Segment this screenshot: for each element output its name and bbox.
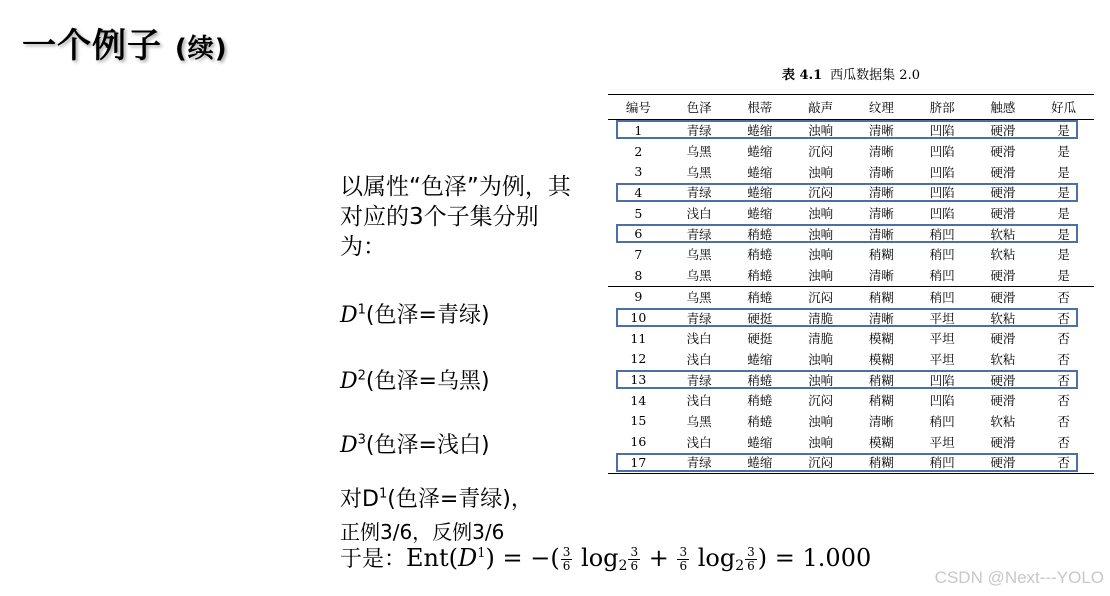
table-cell: 3 bbox=[634, 164, 643, 180]
table-cell: 否 bbox=[1057, 434, 1070, 450]
row-highlight-box bbox=[616, 453, 1078, 472]
frac-den: 6 bbox=[679, 559, 688, 573]
formula-math bbox=[406, 544, 871, 572]
table-cell: 否 bbox=[1033, 452, 1094, 473]
table-cell: 硬滑 bbox=[973, 452, 1034, 473]
table-cell: 硬滑 bbox=[990, 268, 1016, 284]
table-cell: 否 bbox=[1057, 351, 1070, 367]
formula-ent: Ent( bbox=[406, 544, 458, 572]
table-header-cell: 色泽 bbox=[669, 95, 730, 120]
table-cell: 蜷缩 bbox=[747, 351, 773, 367]
table-cell: 硬滑 bbox=[990, 185, 1016, 201]
table-cell: 稍糊 bbox=[868, 247, 894, 263]
table-cell: 青绿 bbox=[686, 372, 712, 388]
table-cell: 是 bbox=[1057, 123, 1070, 139]
table-cell: 清晰 bbox=[868, 310, 894, 326]
table-cell: 浅白 bbox=[686, 351, 712, 367]
subset-symbol: D bbox=[340, 433, 358, 458]
fraction bbox=[628, 546, 640, 573]
table-cell: 清晰 bbox=[868, 164, 894, 180]
table-cell: 稍糊 bbox=[868, 393, 894, 409]
table-cell: 清晰 bbox=[868, 413, 894, 429]
log-base: 2 bbox=[618, 558, 628, 574]
caption-text: 西瓜数据集 2.0 bbox=[830, 68, 920, 83]
fraction bbox=[745, 546, 757, 573]
table-header-cell: 编号 bbox=[608, 95, 669, 120]
table-cell: 浅白 bbox=[686, 434, 712, 450]
table-cell: 青绿 bbox=[669, 452, 730, 473]
subset-sup: 3 bbox=[357, 432, 366, 448]
table-header-cell: 脐部 bbox=[912, 95, 973, 120]
table-cell: 沉闷 bbox=[808, 144, 834, 160]
conclusion-prefix: 对D bbox=[340, 487, 379, 512]
table-cell: 凹陷 bbox=[929, 206, 955, 222]
table-cell: 蜷缩 bbox=[747, 164, 773, 180]
table-cell: 稍蜷 bbox=[747, 393, 773, 409]
table-cell: 模糊 bbox=[868, 434, 894, 450]
formula-d: D bbox=[458, 544, 478, 572]
table-header-cell: 好瓜 bbox=[1033, 95, 1094, 120]
table-cell: 平坦 bbox=[929, 351, 955, 367]
table-cell: 软粘 bbox=[990, 351, 1016, 367]
table-cell: 7 bbox=[634, 246, 643, 262]
table-header-cell: 根蒂 bbox=[730, 95, 791, 120]
table-row bbox=[608, 431, 1094, 452]
table-cell: 乌黑 bbox=[686, 268, 712, 284]
table-header-cell: 敲声 bbox=[790, 95, 851, 120]
table-cell: 16 bbox=[630, 434, 647, 450]
table-cell: 12 bbox=[630, 351, 647, 367]
table-cell: 是 bbox=[1057, 206, 1070, 222]
table-cell: 稍糊 bbox=[851, 452, 912, 473]
table-cell: 否 bbox=[1057, 331, 1070, 347]
table-cell: 是 bbox=[1057, 226, 1070, 242]
table-cell: 浊响 bbox=[808, 351, 834, 367]
formula-log: log bbox=[697, 544, 736, 572]
table-cell: 凹陷 bbox=[929, 372, 955, 388]
table-cell: 蜷缩 bbox=[747, 185, 773, 201]
table-cell: 稍糊 bbox=[851, 286, 912, 307]
caption-label: 表 4.1 bbox=[782, 68, 823, 83]
table-cell: 是 bbox=[1057, 144, 1070, 160]
table-cell: 15 bbox=[630, 413, 647, 429]
table-cell: 稍蜷 bbox=[747, 268, 773, 284]
table-cell: 稍凹 bbox=[929, 247, 955, 263]
table-cell: 凹陷 bbox=[929, 185, 955, 201]
table-cell: 浊响 bbox=[808, 226, 834, 242]
table-cell: 浊响 bbox=[808, 413, 834, 429]
title-main: 一个例子 bbox=[22, 26, 162, 66]
table-cell: 沉闷 bbox=[790, 286, 851, 307]
formula-log: log bbox=[581, 544, 619, 572]
table-header-cell: 纹理 bbox=[851, 95, 912, 120]
formula-mid: ) = −( bbox=[485, 544, 560, 572]
table-cell: 乌黑 bbox=[686, 144, 712, 160]
watermelon-dataset-table bbox=[608, 94, 1094, 474]
table-cell: 10 bbox=[630, 310, 647, 326]
table-cell: 蜷缩 bbox=[747, 434, 773, 450]
table-cell: 青绿 bbox=[686, 226, 712, 242]
table-cell: 蜷缩 bbox=[747, 144, 773, 160]
formula-sup: 1 bbox=[477, 546, 486, 561]
table-cell: 是 bbox=[1057, 247, 1070, 263]
table-cell: 清晰 bbox=[868, 144, 894, 160]
frac-den: 6 bbox=[630, 559, 639, 573]
table-row bbox=[608, 265, 1094, 286]
table-header-cell: 触感 bbox=[973, 95, 1034, 120]
frac-num: 3 bbox=[679, 545, 688, 559]
fraction bbox=[561, 546, 573, 573]
table-cell: 软粘 bbox=[990, 247, 1016, 263]
table-cell: 清脆 bbox=[808, 331, 834, 347]
table-cell: 浊响 bbox=[808, 123, 834, 139]
watermark: CSDN @Next---YOLO bbox=[934, 568, 1104, 587]
table-cell: 凹陷 bbox=[929, 164, 955, 180]
table-cell: 5 bbox=[634, 205, 643, 221]
table-cell: 模糊 bbox=[868, 351, 894, 367]
table-cell: 稍蜷 bbox=[730, 286, 791, 307]
subset-text: (色泽=乌黑) bbox=[365, 369, 490, 394]
row-highlight-box bbox=[616, 224, 1078, 243]
table-row bbox=[608, 411, 1094, 432]
table-row bbox=[608, 349, 1094, 370]
table-cell: 浅白 bbox=[686, 393, 712, 409]
table-cell: 否 bbox=[1033, 286, 1094, 307]
table-caption bbox=[608, 64, 1094, 83]
row-highlight-box bbox=[616, 183, 1078, 202]
conclusion-sup: 1 bbox=[378, 486, 388, 502]
table-cell: 清晰 bbox=[868, 185, 894, 201]
table-cell: 稍糊 bbox=[868, 372, 894, 388]
table-cell: 硬滑 bbox=[990, 144, 1016, 160]
table-cell: 稍蜷 bbox=[747, 372, 773, 388]
table-cell: 浊响 bbox=[808, 247, 834, 263]
table-cell: 11 bbox=[630, 330, 647, 346]
table-cell: 浊响 bbox=[808, 268, 834, 284]
table-cell: 稍蜷 bbox=[747, 247, 773, 263]
table-cell: 硬滑 bbox=[990, 206, 1016, 222]
table-cell: 清晰 bbox=[868, 268, 894, 284]
table-row bbox=[608, 141, 1094, 162]
table-cell: 1 bbox=[634, 122, 643, 138]
table-cell: 清脆 bbox=[808, 310, 834, 326]
table-cell: 硬滑 bbox=[990, 331, 1016, 347]
conclusion-line bbox=[340, 482, 533, 513]
table-cell: 浊响 bbox=[808, 164, 834, 180]
table-cell: 稍凹 bbox=[912, 452, 973, 473]
table-cell: 否 bbox=[1057, 413, 1070, 429]
subset-symbol: D bbox=[340, 303, 358, 328]
frac-num: 3 bbox=[562, 545, 571, 559]
table-cell: 13 bbox=[630, 372, 647, 388]
table-cell: 蜷缩 bbox=[747, 123, 773, 139]
fraction bbox=[677, 546, 689, 573]
table-row bbox=[608, 390, 1094, 411]
table-cell: 2 bbox=[634, 143, 643, 159]
table-cell: 乌黑 bbox=[686, 413, 712, 429]
table-cell: 模糊 bbox=[868, 331, 894, 347]
table-cell: 是 bbox=[1057, 164, 1070, 180]
table-cell: 浊响 bbox=[808, 434, 834, 450]
table-cell: 是 bbox=[1057, 185, 1070, 201]
table-cell: 硬挺 bbox=[747, 310, 773, 326]
table-cell: 沉闷 bbox=[790, 452, 851, 473]
conclusion-suffix: (色泽=青绿)， bbox=[387, 487, 533, 512]
table-cell: 乌黑 bbox=[669, 286, 730, 307]
subset-sup: 2 bbox=[357, 368, 366, 384]
table-cell: 沉闷 bbox=[808, 185, 834, 201]
table-cell: 稍凹 bbox=[929, 268, 955, 284]
frac-num: 3 bbox=[630, 545, 639, 559]
title-suffix: (续) bbox=[174, 34, 228, 64]
row-highlight-box bbox=[616, 308, 1078, 327]
table-cell: 青绿 bbox=[686, 185, 712, 201]
table-cell: 硬挺 bbox=[747, 331, 773, 347]
table-cell: 浊响 bbox=[808, 372, 834, 388]
formula-result: 1.000 bbox=[802, 544, 872, 572]
table-cell: 浅白 bbox=[686, 206, 712, 222]
table-cell: 乌黑 bbox=[686, 164, 712, 180]
subset-d3 bbox=[340, 428, 490, 459]
table-row bbox=[608, 244, 1094, 265]
entropy-formula bbox=[340, 542, 871, 574]
formula-lead: 于是： bbox=[340, 547, 407, 572]
frac-num: 3 bbox=[747, 545, 755, 559]
table-cell: 8 bbox=[634, 267, 643, 283]
table-cell: 稍蜷 bbox=[747, 413, 773, 429]
table-cell: 9 bbox=[608, 286, 669, 307]
table-cell: 否 bbox=[1057, 393, 1070, 409]
row-highlight-box bbox=[616, 370, 1078, 389]
subset-symbol: D bbox=[340, 369, 358, 394]
log-base: 2 bbox=[735, 558, 745, 574]
table-row bbox=[608, 328, 1094, 349]
table-cell: 稍蜷 bbox=[747, 226, 773, 242]
table-cell: 稍凹 bbox=[929, 226, 955, 242]
table-cell: 是 bbox=[1057, 268, 1070, 284]
table-cell: 沉闷 bbox=[808, 393, 834, 409]
table-row bbox=[608, 286, 1094, 307]
table-cell: 4 bbox=[634, 184, 643, 200]
table-cell: 硬滑 bbox=[990, 123, 1016, 139]
frac-den: 6 bbox=[747, 559, 755, 573]
table-cell: 清晰 bbox=[868, 226, 894, 242]
table-cell: 硬滑 bbox=[990, 434, 1016, 450]
table-cell: 软粘 bbox=[990, 226, 1016, 242]
table-row bbox=[608, 203, 1094, 224]
formula-plus: + bbox=[641, 544, 677, 572]
formula-close: ) = bbox=[757, 544, 803, 572]
table-cell: 浅白 bbox=[686, 331, 712, 347]
table-cell: 浊响 bbox=[808, 206, 834, 222]
table-cell: 凹陷 bbox=[929, 123, 955, 139]
intro-text: 以属性“色泽”为例，其对应的3个子集分别为： bbox=[340, 174, 571, 260]
frac-den: 6 bbox=[562, 559, 571, 573]
table-cell: 平坦 bbox=[929, 434, 955, 450]
table-cell: 硬滑 bbox=[973, 286, 1034, 307]
table-cell: 乌黑 bbox=[686, 247, 712, 263]
row-highlight-box bbox=[616, 120, 1078, 139]
subset-sup: 1 bbox=[357, 302, 366, 318]
subset-text: (色泽=浅白) bbox=[365, 433, 490, 458]
table-header-row bbox=[608, 95, 1094, 120]
table-cell: 软粘 bbox=[990, 413, 1016, 429]
table-cell: 否 bbox=[1057, 310, 1070, 326]
table-cell: 硬滑 bbox=[990, 393, 1016, 409]
table-cell: 稍凹 bbox=[929, 413, 955, 429]
table-cell: 凹陷 bbox=[929, 393, 955, 409]
table-cell: 蜷缩 bbox=[730, 452, 791, 473]
ratio-text: 正例3/6，反例3/6 bbox=[340, 520, 505, 544]
table-cell: 14 bbox=[630, 392, 647, 408]
table-cell: 硬滑 bbox=[990, 372, 1016, 388]
table-cell: 否 bbox=[1057, 372, 1070, 388]
table-cell: 青绿 bbox=[686, 310, 712, 326]
table-cell: 硬滑 bbox=[990, 164, 1016, 180]
table-row bbox=[608, 161, 1094, 182]
table-cell: 青绿 bbox=[686, 123, 712, 139]
table-cell: 凹陷 bbox=[929, 144, 955, 160]
table-body bbox=[608, 120, 1094, 474]
table-cell: 清晰 bbox=[868, 206, 894, 222]
subset-d1 bbox=[340, 298, 490, 329]
table-cell: 蜷缩 bbox=[747, 206, 773, 222]
table-cell: 平坦 bbox=[929, 310, 955, 326]
subset-d2 bbox=[340, 364, 490, 395]
subset-text: (色泽=青绿) bbox=[365, 303, 490, 328]
page-title bbox=[22, 18, 228, 67]
table-cell: 6 bbox=[634, 226, 643, 242]
table-cell: 软粘 bbox=[990, 310, 1016, 326]
table-cell: 清晰 bbox=[868, 123, 894, 139]
table-cell: 稍凹 bbox=[912, 286, 973, 307]
table-cell: 平坦 bbox=[929, 331, 955, 347]
table-cell: 17 bbox=[608, 452, 669, 473]
